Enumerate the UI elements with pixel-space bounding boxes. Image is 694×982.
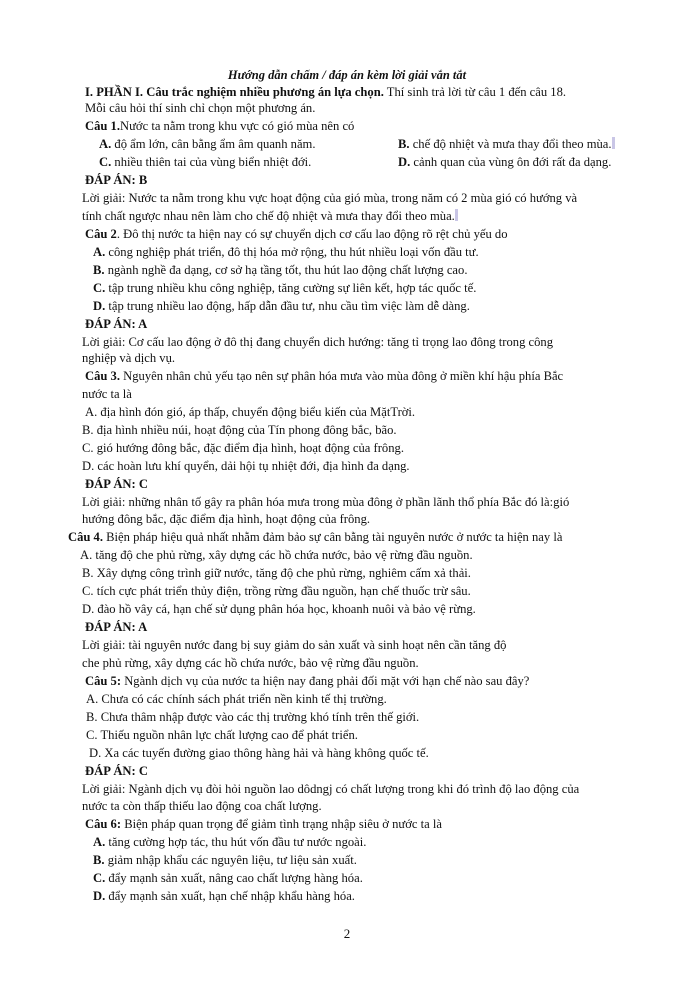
solution-1-line2: tính chất ngược nhau nên làm cho chế độ nhiệt và mưa thay đổi theo mùa. [82,208,642,224]
option-c: C. tập trung nhiều khu công nghiệp, tăng cường sự liên kết, hợp tác quốc tế. [93,281,477,295]
option-d: D. cảnh quan của vùng ôn đới rất đa dạng. [398,155,612,169]
option-b: B. chế độ nhiệt và mưa thay đổi theo mùa. [398,136,615,152]
page-number: 2 [343,926,351,941]
solution-4-line2: che phủ rừng, xây dựng các hồ chứa nước, bảo vệ rừng đầu nguồn. [82,656,419,670]
question-5: Câu 5: Ngành dịch vụ của nước ta hiện nay đang phải đối mặt với hạn chế nào sau đây? [85,674,530,688]
part-heading: I. PHẦN I. Câu trắc nghiệm nhiều phương án lựa chọn. [85,85,384,99]
question-6: Câu 6: Biện pháp quan trọng để giảm tình trạng nhập siêu ở nước ta là [85,817,442,831]
option-b: B. Xây dựng công trình giữ nước, tăng độ che phủ rừng, nghiêm cấm xả thải. [82,566,471,580]
solution-3-line2: hướng đông bắc, đặc điểm địa hình, hoạt động của frông. [82,512,371,526]
option-b: B. ngành nghề đa dạng, cơ sở hạ tầng tốt, thu hút lao động chất lượng cao. [93,263,468,277]
solution-5-line1: Lời giải: Ngành dịch vụ đòi hỏi nguồn lao dôdngj có chất lượng trong khi đó trình độ lao động của [82,782,580,796]
option-c: C. nhiều thiên tai của vùng biển nhiệt đới. [99,155,312,169]
answer-2: ĐÁP ÁN: A [85,317,148,331]
option-a: A. tăng độ che phủ rừng, xây dựng các hồ chứa nước, bảo vệ rừng đầu nguồn. [80,548,473,562]
question-stem: Nước ta nằm trong khu vực có gió mùa nên có [120,119,355,133]
answer-5: ĐÁP ÁN: C [85,764,148,778]
option-d: D. đào hồ vây cá, hạn chế sử dụng phân hóa học, khoanh nuôi và bảo vệ rừng. [82,602,476,616]
option-b: B. giảm nhập khẩu các nguyên liệu, tư liệu sản xuất. [93,853,357,867]
option-a: A. tăng cường hợp tác, thu hút vốn đầu tư nước ngoài. [93,835,367,849]
option-a: A. độ ẩm lớn, cân bằng ẩm âm quanh năm. [99,137,316,151]
option-d: D. đẩy mạnh sản xuất, hạn chế nhập khẩu hàng hóa. [93,889,355,903]
question-label: Câu 1. [85,119,120,133]
option-d: D. các hoàn lưu khí quyển, dải hội tụ nhiệt đới, địa hình đa dạng. [82,459,410,473]
question-2: Câu 2. Đô thị nước ta hiện nay có sự chuyển dịch cơ cấu lao động rõ rệt chủ yếu do [85,227,508,241]
option-a: A. công nghiệp phát triển, đô thị hóa mở rộng, thu hút nhiều loại vốn đầu tư. [93,245,479,259]
option-c: C. đẩy mạnh sản xuất, nâng cao chất lượng hàng hóa. [93,871,363,885]
option-d: D. tập trung nhiều lao động, hấp dẫn đầu tư, nhu cầu tìm việc làm dễ dàng. [93,299,470,313]
option-b: B. địa hình nhiều núi, hoạt động của Tín phong đông bắc, bão. [82,423,397,437]
page-title: Hướng dẫn chấm / đáp án kèm lời giải vắn tắt [227,68,467,82]
text-cursor-mark [455,209,458,221]
part-intro-line2: Mỗi câu hỏi thí sinh chỉ chọn một phương án. [85,101,316,115]
part-intro: Thí sinh trả lời từ câu 1 đến câu 18. [383,85,567,99]
option-c: C. tích cực phát triển thủy điện, trồng rừng đầu nguồn, hạn chế thuốc trừ sâu. [82,584,471,598]
answer-3: ĐÁP ÁN: C [85,477,148,491]
part-heading-line [85,84,645,100]
solution-4-line1: Lời giải: tài nguyên nước đang bị suy giảm do sản xuất và sinh hoạt nên cần tăng độ [82,638,507,652]
text-cursor-mark [612,137,615,149]
option-c: C. gió hướng đông bắc, đặc điểm địa hình, hoạt động của frông. [82,441,404,455]
solution-3-line1: Lời giải: những nhân tố gây ra phân hóa mưa trong mùa đông ở phần lãnh thổ phía Bắc đó là:gió [82,495,570,509]
answer-4: ĐÁP ÁN: A [85,620,148,634]
solution-5-line2: nước ta còn thấp thiếu lao động coa chất lượng. [82,799,322,813]
answer-1: ĐÁP ÁN: B [85,173,148,187]
q1-options-row1 [99,136,659,152]
question-4: Câu 4. Biện pháp hiệu quả nhất nhằm đảm bảo sự cân bằng tài nguyên nước ở nước ta hiện nay là [68,530,563,544]
solution-2-line2: nghiệp và dịch vụ. [82,351,176,365]
q1-options-row2 [99,154,659,170]
option-b: B. Chưa thâm nhập được vào các thị trường khó tính trên thế giới. [86,710,420,724]
option-c: C. Thiếu nguồn nhân lực chất lượng cao để phát triển. [86,728,358,742]
solution-1-line1: Lời giải: Nước ta nằm trong khu vực hoạt động của gió mùa, trong năm có 2 mùa gió có hướng và [82,191,578,205]
question-1 [85,118,645,134]
option-a: A. địa hình đón gió, áp thấp, chuyển động biểu kiến của MặtTrời. [85,405,416,419]
question-3: Câu 3. Nguyên nhân chủ yếu tạo nên sự phân hóa mưa vào mùa đông ở miền khí hậu phía Bắc [85,369,564,383]
question-3-line2: nước ta là [82,387,132,401]
option-a: A. Chưa có các chính sách phát triển nền kinh tế thị trường. [86,692,387,706]
solution-2-line1: Lời giải: Cơ cấu lao động ở đô thị đang chuyển dich hướng: tăng tỉ trọng lao đông trong công [82,335,554,349]
option-d: D. Xa các tuyến đường giao thông hàng hải và hàng không quốc tế. [89,746,429,760]
